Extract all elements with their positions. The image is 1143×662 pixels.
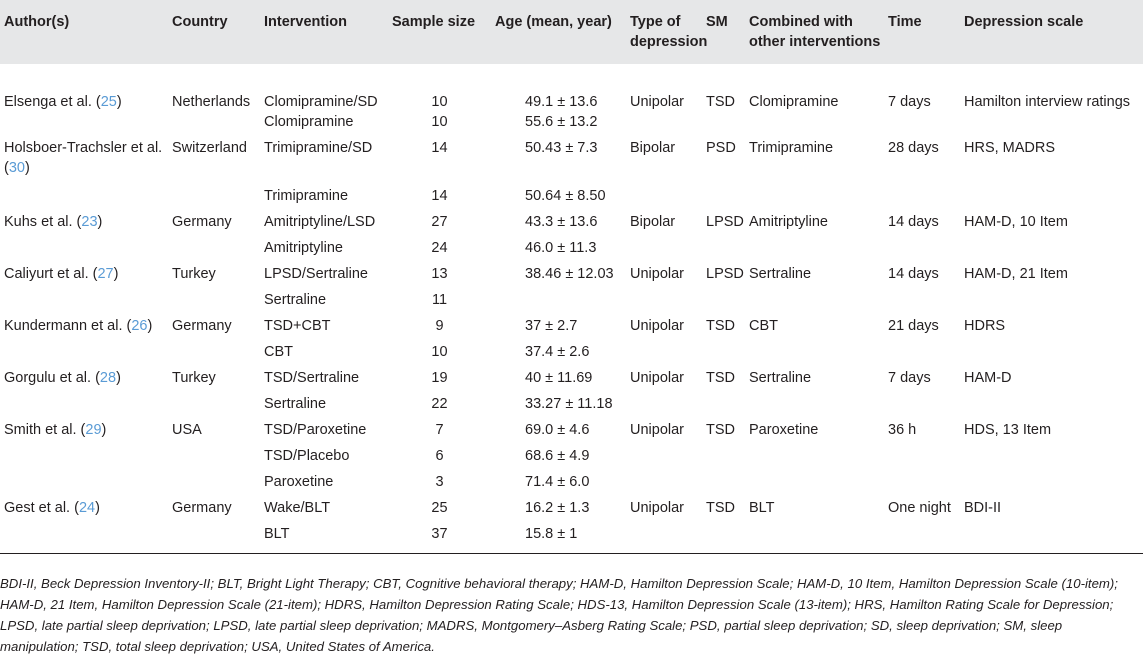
country-cell: [168, 186, 260, 212]
scale-cell: HRS, MADRS: [964, 140, 1056, 156]
intervention-cell: Trimipramine/SD: [264, 140, 373, 156]
scale-cell: HAM-D: [964, 370, 1012, 386]
intervention-cell: BLT: [264, 526, 290, 542]
column-header: Age (mean, year): [495, 14, 612, 30]
combined-cell: [745, 446, 884, 472]
intervention-cell: Amitriptyline/LSD: [264, 214, 376, 230]
age-cell: 46.0 ± 11.3: [525, 240, 597, 256]
intervention-cell: Sertraline: [264, 292, 327, 308]
reference-link[interactable]: 30: [8, 160, 25, 176]
depression-type-cell: Bipolar: [630, 140, 676, 156]
time-cell: [884, 394, 960, 420]
time-cell: 7 days: [888, 94, 931, 110]
depression-type-cell: [626, 524, 702, 550]
sample-size-cell: 19: [431, 370, 448, 386]
age-cell: 50.43 ± 7.3: [525, 140, 598, 156]
author-name: Holsboer-Trachsler et al. (: [4, 140, 163, 176]
reference-close-paren: ): [113, 266, 119, 282]
reference-link[interactable]: 24: [78, 500, 96, 516]
country-cell: Germany: [172, 500, 232, 516]
combined-cell: [745, 186, 884, 212]
sample-size-cell: 37: [431, 526, 448, 542]
sm-cell: PSD: [706, 140, 736, 156]
reference-link[interactable]: 27: [97, 266, 114, 282]
age-cell: 40 ± 11.69: [525, 370, 593, 386]
combined-cell: [745, 524, 884, 550]
author-cell: [0, 472, 168, 498]
time-cell: [884, 524, 960, 550]
author-name: Caliyurt et al. (: [4, 266, 98, 282]
reference-link[interactable]: 28: [99, 370, 117, 386]
time-cell: [884, 342, 960, 368]
intervention-cell: Amitriptyline: [264, 240, 343, 256]
column-header: Type of depression: [630, 14, 708, 50]
sm-cell: [702, 290, 745, 316]
author-cell: [0, 420, 168, 446]
table-header-row: [0, 0, 1143, 64]
intervention-cell: TSD/Paroxetine: [264, 422, 367, 438]
scale-cell: [960, 342, 1143, 368]
country-cell: [168, 524, 260, 550]
time-cell: [884, 186, 960, 212]
combined-cell: [745, 394, 884, 420]
combined-cell: Trimipramine: [749, 140, 834, 156]
reference-link[interactable]: 25: [100, 94, 117, 110]
time-cell: [884, 446, 960, 472]
age-cell: 16.2 ± 1.3: [525, 500, 590, 516]
intervention-cell: Clomipramine/SD: [264, 94, 378, 110]
country-cell: Germany: [172, 214, 232, 230]
sm-cell: TSD: [706, 370, 735, 386]
sample-size-cell: 11: [431, 292, 448, 308]
time-cell: [884, 112, 960, 138]
author-name: Gorgulu et al. (: [4, 370, 100, 386]
combined-cell: [745, 342, 884, 368]
depression-type-cell: Unipolar: [630, 500, 684, 516]
sm-cell: [702, 112, 745, 138]
table-row: [0, 446, 1143, 472]
author-cell: [0, 498, 168, 524]
intervention-cell: CBT: [264, 344, 293, 360]
intervention-cell: Sertraline: [264, 396, 327, 412]
intervention-cell: Trimipramine: [264, 188, 349, 204]
author-cell: [0, 212, 168, 238]
sample-size-cell: 10: [431, 344, 448, 360]
table-row: [0, 498, 1143, 524]
country-cell: [168, 394, 260, 420]
scale-cell: [960, 238, 1143, 264]
time-cell: 28 days: [888, 140, 939, 156]
intervention-cell: Wake/BLT: [264, 500, 331, 516]
table-row: [0, 316, 1143, 342]
table-row: [0, 138, 1143, 186]
author-cell: [0, 316, 168, 342]
table-row: [0, 264, 1143, 290]
country-cell: [168, 472, 260, 498]
age-cell: 55.6 ± 13.2: [525, 114, 598, 130]
reference-close-paren: ): [116, 94, 122, 110]
country-cell: USA: [172, 422, 202, 438]
column-header: Time: [888, 14, 922, 30]
depression-type-cell: [626, 472, 702, 498]
scale-cell: HDS, 13 Item: [964, 422, 1052, 438]
table-bottom-rule: [0, 553, 1143, 554]
intervention-cell: Paroxetine: [264, 474, 334, 490]
sm-cell: [702, 186, 745, 212]
intervention-cell: TSD/Placebo: [264, 448, 350, 464]
time-cell: [884, 290, 960, 316]
table-row: [0, 290, 1143, 316]
combined-cell: [745, 112, 884, 138]
depression-type-cell: [626, 446, 702, 472]
intervention-cell: Clomipramine: [264, 114, 354, 130]
author-cell: [0, 290, 168, 316]
sm-cell: TSD: [706, 500, 735, 516]
sample-size-cell: 6: [435, 448, 444, 464]
time-cell: 7 days: [888, 370, 931, 386]
depression-type-cell: [626, 394, 702, 420]
combined-cell: [745, 472, 884, 498]
sm-cell: [702, 524, 745, 550]
sample-size-cell: 7: [435, 422, 444, 438]
age-cell: 71.4 ± 6.0: [525, 474, 590, 490]
country-cell: [168, 238, 260, 264]
reference-close-paren: ): [116, 370, 121, 386]
sample-size-cell: 13: [431, 266, 448, 282]
age-cell: 69.0 ± 4.6: [525, 422, 590, 438]
author-cell: [0, 264, 168, 290]
intervention-cell: LPSD/Sertraline: [264, 266, 368, 282]
sample-size-cell: 27: [431, 214, 448, 230]
combined-cell: Sertraline: [749, 266, 812, 282]
scale-cell: [960, 112, 1143, 138]
sm-cell: [702, 342, 745, 368]
depression-type-cell: Unipolar: [630, 94, 684, 110]
column-header: Author(s): [4, 14, 70, 30]
scale-cell: HAM-D, 21 Item: [964, 266, 1068, 282]
reference-link[interactable]: 23: [81, 214, 98, 230]
reference-link[interactable]: 29: [85, 422, 102, 438]
reference-close-paren: ): [24, 160, 30, 176]
sm-cell: LPSD: [706, 214, 744, 230]
depression-type-cell: [626, 290, 702, 316]
combined-cell: BLT: [749, 500, 775, 516]
sample-size-cell: 25: [431, 500, 448, 516]
country-cell: Germany: [172, 318, 232, 334]
depression-type-cell: Unipolar: [630, 318, 684, 334]
table-row: [0, 472, 1143, 498]
column-header: Intervention: [264, 14, 347, 30]
depression-type-cell: Bipolar: [630, 214, 676, 230]
reference-close-paren: ): [147, 318, 153, 334]
scale-cell: [960, 186, 1143, 212]
scale-cell: [960, 394, 1143, 420]
author-cell: [0, 186, 168, 212]
country-cell: Netherlands: [172, 94, 251, 110]
depression-type-cell: Unipolar: [630, 266, 684, 282]
author-cell: [0, 524, 168, 550]
depression-type-cell: [626, 186, 702, 212]
sm-cell: LPSD: [706, 266, 744, 282]
author-name: Gest et al. (: [4, 500, 79, 516]
time-cell: 14 days: [888, 214, 939, 230]
author-name: Kundermann et al. (: [4, 318, 132, 334]
author-name: Kuhs et al. (: [4, 214, 82, 230]
age-cell: 38.46 ± 12.03: [525, 266, 614, 282]
combined-cell: Paroxetine: [749, 422, 819, 438]
table-row: [0, 524, 1143, 550]
time-cell: 21 days: [888, 318, 939, 334]
author-name: Elsenga et al. (: [4, 94, 101, 110]
sample-size-cell: 9: [435, 318, 444, 334]
time-cell: [884, 472, 960, 498]
table-row: [0, 212, 1143, 238]
reference-close-paren: ): [101, 422, 107, 438]
table-row: [0, 112, 1143, 138]
reference-link[interactable]: 26: [131, 318, 148, 334]
country-cell: [168, 342, 260, 368]
sample-size-cell: 22: [431, 396, 448, 412]
scale-cell: [960, 446, 1143, 472]
column-header: SM: [706, 14, 728, 30]
table-footnote: BDI-II, Beck Depression Inventory-II; BLT, Bright Light Therapy; CBT, Cognitive behavioral therapy; HAM-D, Hamilton Depression Scale; HAM-D, 10 Item, Hamilton Depression Scale (10-item); HAM-D, 21 Item, Hamilton Depression Scale (21-item); HDRS, Hamilton Depression Rating Scale; HDS-13, Hamilton Depression Scale (13-item); HRS, Hamilton Rating Scale for Depression; LPSD, late partial sleep deprivation; LPSD, late partial sleep deprivation; MADRS, Montgomery–Asberg Rating Scale; PSD, partial sleep deprivation; SD, sleep deprivation; SM, sleep manipulation; TSD, total sleep deprivation; USA, United States of America.: [0, 576, 1118, 654]
author-cell: [0, 368, 168, 394]
table-row: [0, 420, 1143, 446]
country-cell: Switzerland: [172, 140, 247, 156]
sm-cell: TSD: [706, 94, 735, 110]
author-cell: [0, 64, 168, 112]
scale-cell: [960, 524, 1143, 550]
intervention-cell: TSD+CBT: [264, 318, 331, 334]
sample-size-cell: 10: [431, 114, 448, 130]
combined-cell: CBT: [749, 318, 778, 334]
sample-size-cell: 10: [431, 94, 448, 110]
author-cell: [0, 394, 168, 420]
author-cell: [0, 446, 168, 472]
age-cell: 15.8 ± 1: [525, 526, 578, 542]
author-cell: [0, 238, 168, 264]
author-cell: [0, 342, 168, 368]
author-name: Smith et al. (: [4, 422, 86, 438]
time-cell: 36 h: [888, 422, 917, 438]
combined-cell: Clomipramine: [749, 94, 839, 110]
sm-cell: [702, 394, 745, 420]
scale-cell: [960, 290, 1143, 316]
reference-close-paren: ): [97, 214, 103, 230]
age-cell: 50.64 ± 8.50: [525, 188, 606, 204]
age-cell: 33.27 ± 11.18: [525, 396, 613, 412]
table-row: [0, 64, 1143, 112]
table-body: [0, 64, 1143, 550]
time-cell: [884, 238, 960, 264]
depression-type-cell: [626, 342, 702, 368]
age-cell: [491, 290, 626, 316]
age-cell: 43.3 ± 13.6: [525, 214, 598, 230]
country-cell: [168, 290, 260, 316]
depression-type-cell: Unipolar: [630, 422, 684, 438]
country-cell: [168, 112, 260, 138]
age-cell: 37 ± 2.7: [525, 318, 578, 334]
scale-cell: [960, 472, 1143, 498]
author-cell: [0, 138, 168, 186]
table-row: [0, 238, 1143, 264]
time-cell: One night: [888, 500, 951, 516]
sample-size-cell: 3: [435, 474, 444, 490]
scale-cell: HAM-D, 10 Item: [964, 214, 1068, 230]
table-row: [0, 368, 1143, 394]
scale-cell: HDRS: [964, 318, 1006, 334]
table-row: [0, 342, 1143, 368]
sm-cell: TSD: [706, 318, 735, 334]
combined-cell: Sertraline: [749, 370, 812, 386]
combined-cell: Amitriptyline: [749, 214, 828, 230]
sm-cell: [702, 472, 745, 498]
sample-size-cell: 14: [431, 188, 448, 204]
age-cell: 49.1 ± 13.6: [525, 94, 598, 110]
sm-cell: [702, 446, 745, 472]
sample-size-cell: 24: [431, 240, 448, 256]
column-header: Combined with other interventions: [749, 14, 881, 50]
column-header: Depression scale: [964, 14, 1084, 30]
country-cell: [168, 446, 260, 472]
depression-type-cell: [626, 238, 702, 264]
scale-cell: Hamilton interview ratings: [964, 94, 1131, 110]
country-cell: Turkey: [172, 266, 216, 282]
table-row: [0, 186, 1143, 212]
age-cell: 68.6 ± 4.9: [525, 448, 590, 464]
scale-cell: BDI-II: [964, 500, 1002, 516]
time-cell: 14 days: [888, 266, 939, 282]
column-header: Country: [172, 14, 228, 30]
reference-close-paren: ): [95, 500, 100, 516]
sample-size-cell: 14: [431, 140, 448, 156]
sm-cell: [702, 238, 745, 264]
age-cell: 37.4 ± 2.6: [525, 344, 590, 360]
intervention-cell: TSD/Sertraline: [264, 370, 360, 386]
depression-type-cell: [626, 112, 702, 138]
column-header: Sample size: [392, 14, 476, 30]
table-row: [0, 394, 1143, 420]
country-cell: Turkey: [172, 370, 216, 386]
author-cell: [0, 112, 168, 138]
sm-cell: TSD: [706, 422, 735, 438]
depression-type-cell: Unipolar: [630, 370, 684, 386]
combined-cell: [745, 290, 884, 316]
combined-cell: [745, 238, 884, 264]
